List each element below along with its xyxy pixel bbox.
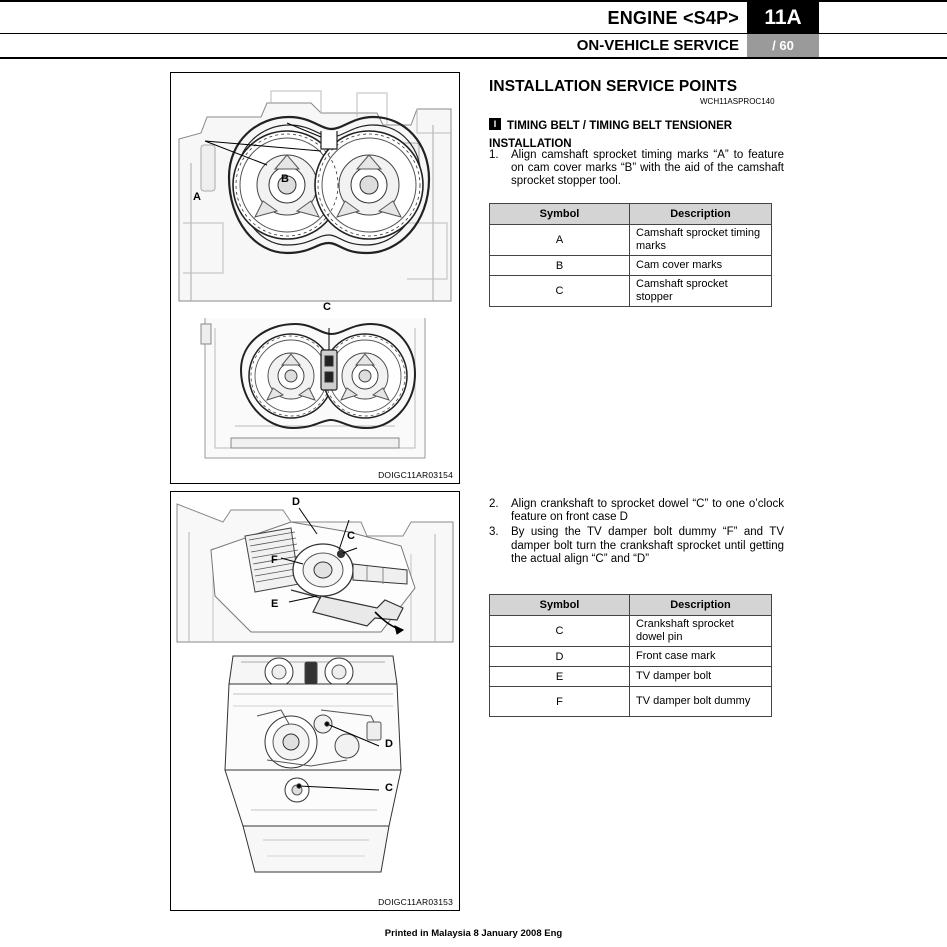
procedure-heading-text: TIMING BELT / TIMING BELT TENSIONER INSTALLATION: [489, 120, 733, 150]
table-row: [490, 667, 772, 687]
cell-symbol: F: [490, 687, 630, 717]
step-text: By using the TV damper bolt dummy “F” and TV damper bolt turn the crankshaft sprocket until getting the actual align “C” and “D”: [511, 526, 784, 565]
cell-description: Camshaft sprocket stopper: [630, 276, 772, 307]
figure-2-lower-illustration: [171, 650, 459, 900]
list-item: [489, 149, 784, 189]
step-text: Align crankshaft to sprocket dowel “C” to one o’clock feature on front case D: [511, 498, 784, 524]
cell-description: Cam cover marks: [630, 256, 772, 276]
step-number: 2.: [489, 498, 499, 510]
cell-symbol: D: [490, 647, 630, 667]
figure-1-label-b: B: [281, 173, 289, 185]
figure-1-label-a: A: [193, 191, 201, 203]
figure-2-code: DOIGC11AR03153: [378, 897, 453, 907]
procedure-marker: I: [489, 118, 501, 130]
step-text: Align camshaft sprocket timing marks “A” to feature on cam cover marks “B” with the aid of the camshaft sprocket stopper tool.: [511, 149, 784, 188]
symbol-table-2: [489, 594, 772, 717]
table-header-row: [490, 204, 772, 225]
cell-description: TV damper bolt dummy: [630, 687, 772, 717]
steps-group-2: [489, 498, 784, 568]
cell-symbol: B: [490, 256, 630, 276]
table-row: [490, 647, 772, 667]
figure-2-label-c-top: C: [347, 530, 355, 542]
figure-2-label-d-bottom: D: [385, 738, 393, 750]
figure-2-label-d-top: D: [292, 496, 300, 508]
figure-panel-crankshaft-bottom: [170, 491, 460, 911]
figure-1-upper-illustration: [171, 73, 459, 303]
cell-symbol: C: [490, 276, 630, 307]
table-row: [490, 276, 772, 307]
figure-2-upper-illustration: [171, 492, 459, 644]
table-row: [490, 256, 772, 276]
section-doc-code: WCH11ASPROC140: [700, 97, 775, 106]
column-header-description: Description: [630, 204, 772, 225]
table-row: [490, 687, 772, 717]
cell-description: TV damper bolt: [630, 667, 772, 687]
figure-1-lower-illustration: [171, 298, 459, 468]
list-item: [489, 526, 784, 566]
cell-description: Camshaft sprocket timing marks: [630, 225, 772, 256]
figure-1-code: DOIGC11AR03154: [378, 470, 453, 480]
table-header-row: [490, 595, 772, 616]
figure-panel-timing-belt-top: [170, 72, 460, 484]
column-header-symbol: Symbol: [490, 204, 630, 225]
page-footer: Printed in Malaysia 8 January 2008 Eng: [384, 928, 563, 939]
table-row: [490, 225, 772, 256]
figure-1-label-c: C: [323, 301, 331, 313]
header-title-service: ON-VEHICLE SERVICE: [576, 37, 739, 54]
page-title: INSTALLATION SERVICE POINTS: [489, 78, 738, 95]
step-number: 1.: [489, 149, 499, 161]
table-row: [490, 616, 772, 647]
header-rule-bottom: [0, 57, 947, 59]
steps-group-1: [489, 149, 784, 191]
symbol-table-1: [489, 203, 772, 307]
header-title-engine: ENGINE <S4P>: [607, 8, 739, 28]
cell-symbol: A: [490, 225, 630, 256]
cell-symbol: E: [490, 667, 630, 687]
list-item: [489, 498, 784, 524]
figure-2-label-c-bottom: C: [385, 782, 393, 794]
column-header-description: Description: [630, 595, 772, 616]
header-section-code: 11A: [747, 1, 819, 34]
header-page-number: / 60: [747, 34, 819, 57]
cell-description: Crankshaft sprocket dowel pin: [630, 616, 772, 647]
page-header: [0, 0, 947, 58]
cell-symbol: C: [490, 616, 630, 647]
figure-2-label-e: E: [271, 598, 279, 610]
step-number: 3.: [489, 526, 499, 539]
figure-2-label-f: F: [271, 554, 278, 566]
procedure-heading: [489, 116, 789, 152]
column-header-symbol: Symbol: [490, 595, 630, 616]
cell-description: Front case mark: [630, 647, 772, 667]
